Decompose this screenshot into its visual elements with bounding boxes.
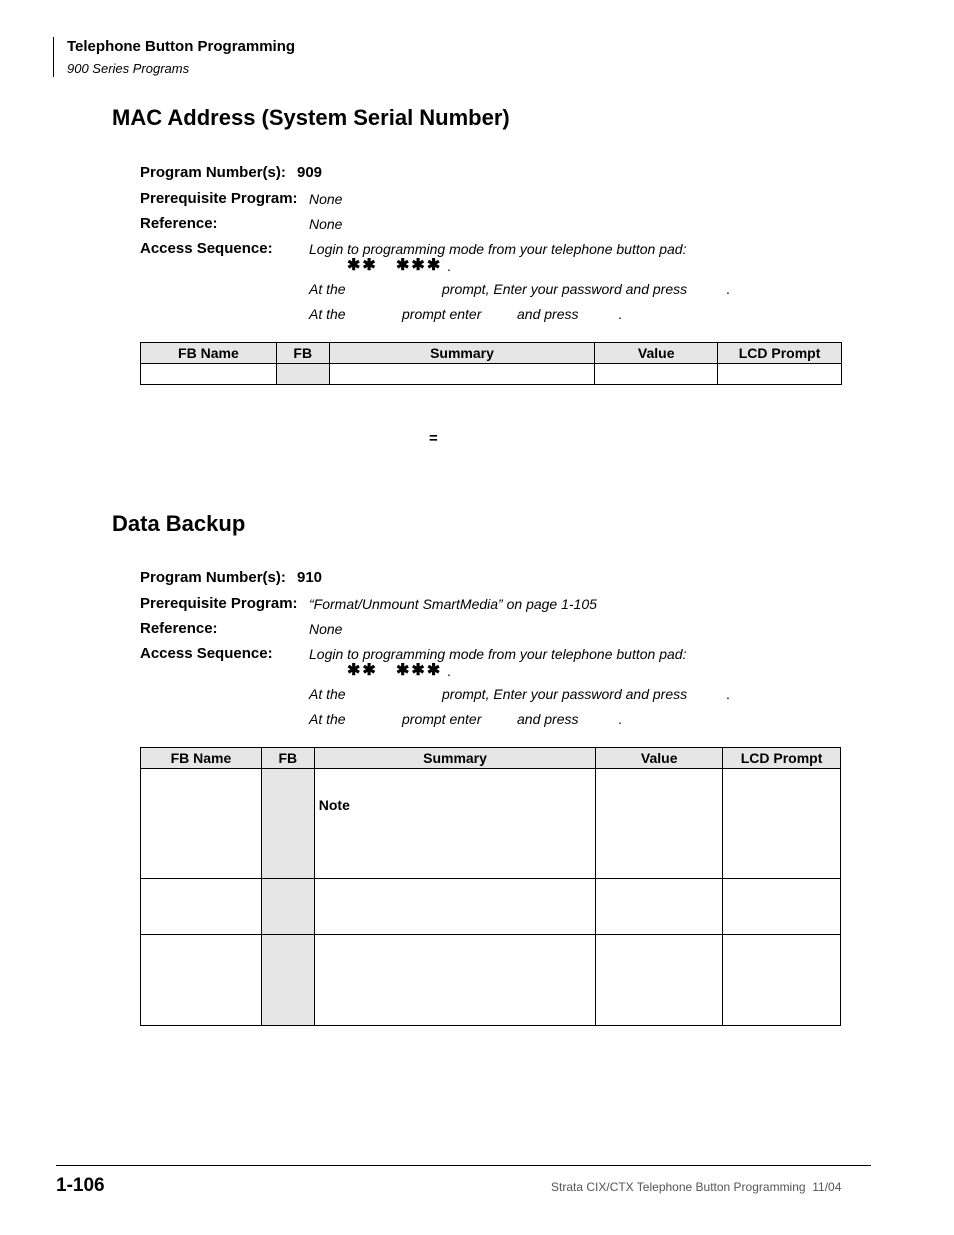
period: . — [726, 281, 730, 297]
access-line-3c: and press — [517, 711, 579, 727]
cell-value — [596, 769, 723, 879]
cell-fb — [261, 935, 314, 1026]
reference-value: None — [309, 621, 343, 637]
header-title: Telephone Button Programming — [67, 38, 296, 55]
program-number-value: 910 — [297, 569, 323, 586]
table-row — [141, 935, 841, 1026]
access-line-2b: prompt, Enter your password and press — [442, 281, 688, 297]
table-header-row — [141, 343, 842, 364]
note-label: Note — [318, 797, 350, 813]
period: . — [447, 663, 451, 679]
col-lcd-prompt: LCD Prompt — [718, 343, 842, 364]
access-line-1: Login to programming mode from your telephone button pad: — [309, 646, 687, 662]
prerequisite-value: “Format/Unmount SmartMedia” on page 1-105 — [309, 596, 597, 612]
period: . — [618, 711, 622, 727]
table-row — [141, 364, 842, 385]
header-rule — [53, 37, 54, 77]
reference-value: None — [309, 216, 343, 232]
access-line-3a: At the — [309, 306, 346, 322]
cell-summary — [329, 364, 595, 385]
cell-value — [596, 879, 723, 935]
cell-lcd-prompt — [723, 935, 841, 1026]
col-fb: FB — [276, 343, 329, 364]
cell-fb — [261, 769, 314, 879]
col-fb-name: FB Name — [141, 343, 277, 364]
table-row — [141, 769, 841, 879]
cell-summary — [314, 769, 596, 879]
cell-summary — [314, 879, 596, 935]
program-number-label: Program Number(s): — [140, 164, 286, 181]
reference-label: Reference: — [140, 620, 218, 637]
page-number: 1-106 — [56, 1175, 105, 1196]
col-summary: Summary — [314, 748, 596, 769]
star-keys-a: ✱✱ — [347, 257, 378, 274]
col-fb-name: FB Name — [141, 748, 262, 769]
access-line-3b: prompt enter — [402, 306, 482, 322]
access-line-1: Login to programming mode from your telephone button pad: — [309, 241, 687, 257]
data-backup-table — [140, 747, 841, 1026]
period: . — [618, 306, 622, 322]
cell-fb — [261, 879, 314, 935]
program-number-label: Program Number(s): — [140, 569, 286, 586]
access-line-3a: At the — [309, 711, 346, 727]
footer-doc-title: Strata CIX/CTX Telephone Button Programming 11/04 — [551, 1180, 842, 1194]
period: . — [726, 686, 730, 702]
star-keys-a: ✱✱ — [347, 662, 378, 679]
cell-fb-name — [141, 769, 262, 879]
col-fb: FB — [261, 748, 314, 769]
access-line-3b: prompt enter — [402, 711, 482, 727]
table-row — [141, 879, 841, 935]
cell-fb-name — [141, 879, 262, 935]
period: . — [447, 258, 451, 274]
cell-lcd-prompt — [723, 879, 841, 935]
cell-value — [595, 364, 718, 385]
prerequisite-value: None — [309, 191, 343, 207]
col-lcd-prompt: LCD Prompt — [723, 748, 841, 769]
program-number-value: 909 — [297, 164, 323, 181]
access-line-3c: and press — [517, 306, 579, 322]
access-line-2a: At the — [309, 686, 346, 702]
footer-rule — [56, 1165, 871, 1166]
col-value: Value — [596, 748, 723, 769]
cell-lcd-prompt — [723, 769, 841, 879]
prerequisite-label: Prerequisite Program: — [140, 190, 298, 207]
section-title-data-backup: Data Backup — [112, 511, 246, 536]
access-line-2b: prompt, Enter your password and press — [442, 686, 688, 702]
equals-sign: = — [429, 430, 438, 447]
section-title-mac: MAC Address (System Serial Number) — [112, 105, 510, 130]
star-keys-b: ✱✱✱ — [396, 662, 443, 679]
cell-summary — [314, 935, 596, 1026]
prerequisite-label: Prerequisite Program: — [140, 595, 298, 612]
mac-address-table — [140, 342, 842, 385]
access-sequence-label: Access Sequence: — [140, 645, 273, 662]
reference-label: Reference: — [140, 215, 218, 232]
table-header-row — [141, 748, 841, 769]
cell-fb-name — [141, 364, 277, 385]
cell-fb — [276, 364, 329, 385]
cell-fb-name — [141, 935, 262, 1026]
header-subtitle: 900 Series Programs — [67, 61, 190, 76]
star-keys-b: ✱✱✱ — [396, 257, 443, 274]
cell-lcd-prompt — [718, 364, 842, 385]
cell-value — [596, 935, 723, 1026]
access-sequence-label: Access Sequence: — [140, 240, 273, 257]
access-line-2a: At the — [309, 281, 346, 297]
col-value: Value — [595, 343, 718, 364]
col-summary: Summary — [329, 343, 595, 364]
